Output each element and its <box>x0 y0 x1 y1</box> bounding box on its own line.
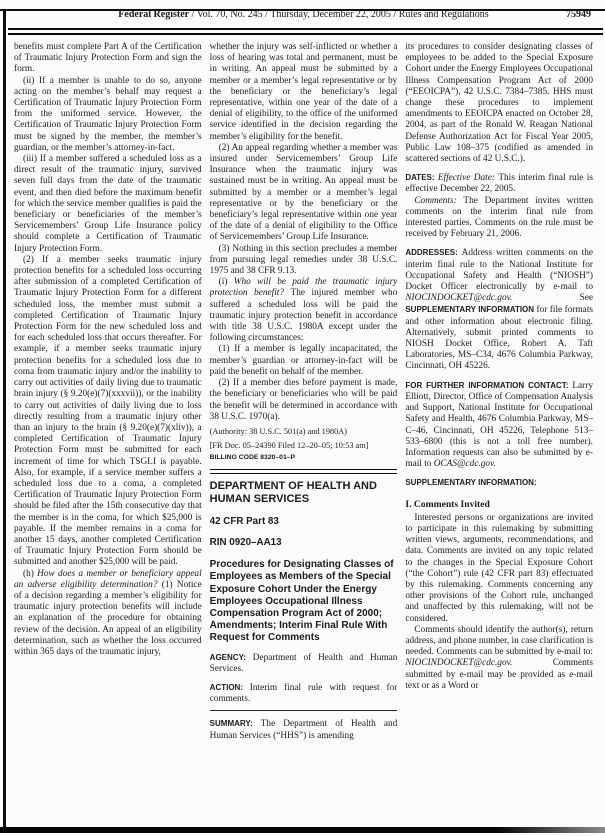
text-segment: ACTION: <box>209 683 250 693</box>
paragraph-continuation <box>405 42 593 165</box>
scan-edge-left <box>3 9 6 829</box>
section-separator <box>210 469 398 474</box>
text-segment: SUPPLEMENTARY INFORMATION: <box>405 478 537 488</box>
supplementary-heading <box>405 477 593 489</box>
text-segment: ADDRESSES: <box>405 248 462 258</box>
interested-persons-paragraph <box>405 513 593 625</box>
text-segment: DEPARTMENT OF HEALTH AND HUMAN SERVICES <box>209 480 377 506</box>
paragraph-1 <box>210 344 398 378</box>
text-segment: See <box>512 293 593 304</box>
text-segment: benefits must complete Part A of the Certification of Traumatic Injury Protection Form and sign the form. <box>14 42 202 75</box>
comments-invited-heading <box>405 499 593 510</box>
text-segment: whether the injury was self-inflicted or whether a loss of hearing was total and permanent, must be in writing. An appeal must be submitted by a member or a member’s legal representative or by the beneficiary or the beneficiary’s legal representative, within one year of the date of a denial of eligibility, to the office of the uniformed service identified in the decision regarding the member’s eligibility for the benefit. <box>209 42 398 142</box>
text-segment: RIN 0920–AA13 <box>209 537 282 549</box>
text-segment: Department of Health and Human Services. <box>209 652 398 674</box>
column-2 <box>210 42 398 808</box>
summary-line <box>210 718 398 741</box>
paragraph-continuation <box>210 42 398 143</box>
comments-identify-paragraph <box>405 625 593 692</box>
header-double-rule <box>8 28 603 35</box>
text-segment: Comments: <box>414 195 464 206</box>
text-segment: Who will be paid the traumatic injury protection benefit? <box>209 277 398 299</box>
text-columns <box>14 42 593 808</box>
text-segment: (iii) If a member suffered a scheduled loss as a direct result of the traumatic injury, survived seven full days from the date of the traumatic event, and then died before the maximum benefit for which the service member qualifies is paid the beneficiary or beneficiaries of the member’s Servicemembers’ Group Life Insurance policy should complete a Certification of Traumatic Injury Protection Form. <box>14 154 202 254</box>
text-segment: (2) An appeal regarding whether a member was insured under Servicemembers’ Group Life Insurance when the traumatic injury was sustained must be in writing. An appeal must be submitted by a member or a member’s legal representative or by the beneficiary or the beneficiary’s legal representative within one year of the date of a denial of eligibility to the Office of Servicemembers’ Group Life Insurance. <box>209 142 398 243</box>
action-line <box>210 682 398 705</box>
text-segment: DATES: <box>405 173 438 183</box>
comments-paragraph <box>405 196 593 241</box>
paragraph-h <box>14 569 202 659</box>
paragraph-2 <box>210 143 398 244</box>
text-segment: Interim final rule with request for comments. <box>209 683 398 705</box>
agency-line <box>210 652 398 675</box>
column-3 <box>405 42 593 808</box>
paragraph-ii <box>14 76 202 154</box>
addresses-line <box>405 247 593 372</box>
text-segment: (1) If a member is legally incapacitated, the member’s guardian or attorney-in-fact will be paid the benefit on behalf of the member. <box>209 344 398 377</box>
text-segment: (2) If a member dies before payment is made, the beneficiary or beneficiaries who will be paid the benefit will be determined in accordance with 38 U.S.C. 1970(a). <box>209 378 398 422</box>
text-segment: Larry Elliott, Director, Office of Compensation Analysis and Support, National Institute for Occupational Safety and Health, 4676 Columbia Parkway, MS–C–46, Cincinnati, OH 45226, Telephone 513–533–6800 (this is not a toll free number). Information requests can also be submitted by e-mail to <box>405 380 593 470</box>
text-segment: The Department of Health and Human Services (“HHS”) is amending <box>209 719 398 741</box>
billing-code <box>210 454 398 463</box>
text-segment: Procedures for Designating Classes of Employees as Members of the Special Exposure Cohort Under the Energy Employees Occupational Illness Compensation Program Act of 2000; Amendments; Interim Final Rule With Request for Comments <box>209 559 394 644</box>
text-segment: [FR Doc. 05–24390 Filed 12–20–05; 10:53 am] <box>209 440 369 450</box>
text-segment: (2) If a member seeks traumatic injury protection benefits for a scheduled loss occurring after submission of a completed Certification of Traumatic Injury Protection Form for a different scheduled loss, the member must submit a completed Certification of Traumatic Injury Protection Form for the new scheduled loss and for each scheduled loss that occurs thereafter. For example, if a member seeks traumatic injury protection benefits for a scheduled loss due to coma from traumatic injury and/or the inability to carry out activities of daily living due to traumatic brain injury (§ 9.20(e)(7)(xxxvii)), or the inability to carry out activities of daily living due to loss directly resulting from a traumatic injury other than an injury to the brain (§ 9.20(e)(7)(xliv)), a completed Certification of Traumatic Injury Protection Form must be submitted for each increment of time for which TSGLI is payable. Also, for example, if a service member suffers a scheduled loss due to a coma, a completed Certification of Traumatic Injury Protection Form should be filed after the 15th consecutive day that the member is in the coma, for which $25,000 is payable. If the member remains in a coma for another 15 days, another completed Certification of Traumatic Injury Protection Form should be submitted and another $25,000 will be paid. <box>14 254 202 568</box>
text-segment: SUPPLEMENTARY INFORMATION <box>405 305 535 315</box>
column-1 <box>14 42 202 808</box>
summary-rule <box>210 710 398 711</box>
text-segment: AGENCY: <box>209 652 253 662</box>
paragraph-i <box>210 277 398 344</box>
text-segment: for file formats and other information about electronic filing. Alternatively, submit printed comments to NIOSH Docket Office, Robert A. Taft Laboratories, MS–C34, 4676 Columbia Parkway, Cincinnati, OH 45226. <box>405 305 593 372</box>
text-segment: 42 CFR Part 83 <box>209 516 279 528</box>
paragraph-3 <box>210 244 398 278</box>
text-segment: FOR FURTHER INFORMATION CONTACT: <box>405 380 573 390</box>
text-segment: BILLING CODE 8320–01–P <box>209 453 296 461</box>
text-segment: SUMMARY: <box>209 719 261 729</box>
paragraph-2b <box>210 378 398 423</box>
page-number: 75949 <box>566 9 591 20</box>
journal-title: Federal Register / Vol. 70, No. 245 / Thursday, December 22, 2005 / Rules and Regulations <box>118 9 489 20</box>
federal-register-page <box>0 9 605 836</box>
text-segment: (1) Notice of a decision regarding a member’s eligibility for traumatic injury protection benefits will include an explanation of the procedure for obtaining review of the decision. An appeal of an eligibility determination, such as whether the loss occurred within 365 days of the traumatic injury, <box>14 579 202 657</box>
text-segment: NIOCINDOCKET@cdc.gov. <box>405 658 513 669</box>
text-segment: Effective Date: <box>437 173 499 184</box>
paragraph-2 <box>14 255 202 569</box>
text-segment: OCAS@cdc.gov. <box>433 459 496 470</box>
authority-note <box>210 427 398 437</box>
text-segment: This interim final rule is effective December 22, 2005. <box>405 173 593 195</box>
text-segment: NIOCINDOCKET@cdc.gov. <box>405 293 513 304</box>
text-segment: The Department invites written comments on the interim final rule from interested parties. Comments on the rule must be received by February 21, 2006. <box>405 195 593 240</box>
scan-edge-bottom <box>0 827 605 833</box>
text-segment: Comments should identify the author(s), return address, and phone number, in case clarification is needed. Comments can be submitted by e-mail to: <box>405 624 593 658</box>
paragraph-iii <box>14 154 202 255</box>
department-heading <box>210 480 398 506</box>
text-segment: I. Comments Invited <box>405 498 490 510</box>
text-segment: Address written comments on the interim final rule to the National Institute for Occupational Safety and Health (“NIOSH”) Docket Officer electronically by e-mail to <box>405 248 593 293</box>
contact-line <box>405 380 593 471</box>
text-segment: (3) Nothing in this section precludes a member from pursuing legal remedies under 38 U.S.C. 1975 and 38 CFR 9.13. <box>209 243 398 277</box>
fr-doc-note <box>210 441 398 451</box>
cfr-part-heading <box>210 516 398 527</box>
rin-heading <box>210 537 398 548</box>
text-segment: (h) <box>23 568 38 579</box>
text-segment: Comments submitted by e-mail may be provided as e-mail text or as a Word or <box>405 658 593 691</box>
page-header <box>14 9 593 24</box>
paragraph-continuation <box>14 42 202 76</box>
text-segment: The injured member who suffered a scheduled loss will be paid the traumatic injury protection benefit in accordance with title 38 U.S.C. 1980A except under the following circumstances: <box>209 288 398 344</box>
dates-line <box>405 172 593 195</box>
text-segment: (Authority: 38 U.S.C. 501(a) and 1980A) <box>209 426 348 436</box>
text-segment: Interested persons or organizations are invited to participate in this rulemaking by submitting written views, arguments, recommendations, and data. Comments are invited on any topic related to the changes in the Special Exposure Cohort (“the Cohort”) rule (42 CFR part 83) effectuated by this rulemaking. Comments concerning any other provisions of the Cohort rule, unchanged and unaffected by this rulemaking, will not be considered. <box>405 512 593 624</box>
rule-title <box>210 559 398 644</box>
text-segment: its procedures to consider designating classes of employees to be added to the Special Exposure Cohort under the Energy Employees Occupational Illness Compensation Program Act of 2000 (“EEOICPA”), 42 U.S.C. 7384–7385. HHS must change these procedures to implement amendments to EEOICPA enacted on October 28, 2004, as part of the Ronald W. Reagan National Defense Authorization Act for Fiscal Year 2005, Public Law 108–375 (codified as amended in scattered sections of 42 U.S.C.). <box>405 42 593 165</box>
text-segment: (i) <box>218 277 234 288</box>
text-segment: (ii) If a member is unable to do so, anyone acting on the member’s behalf may request a Certification of Traumatic Injury Protection Form from the uniformed service. However, the Certification of Traumatic Injury Protection Form must be signed by the member, the member’s guardian, or the member’s attorney-in-fact. <box>14 75 202 153</box>
text-segment: How does a member or beneficiary appeal an adverse eligibility determination? <box>14 568 202 590</box>
